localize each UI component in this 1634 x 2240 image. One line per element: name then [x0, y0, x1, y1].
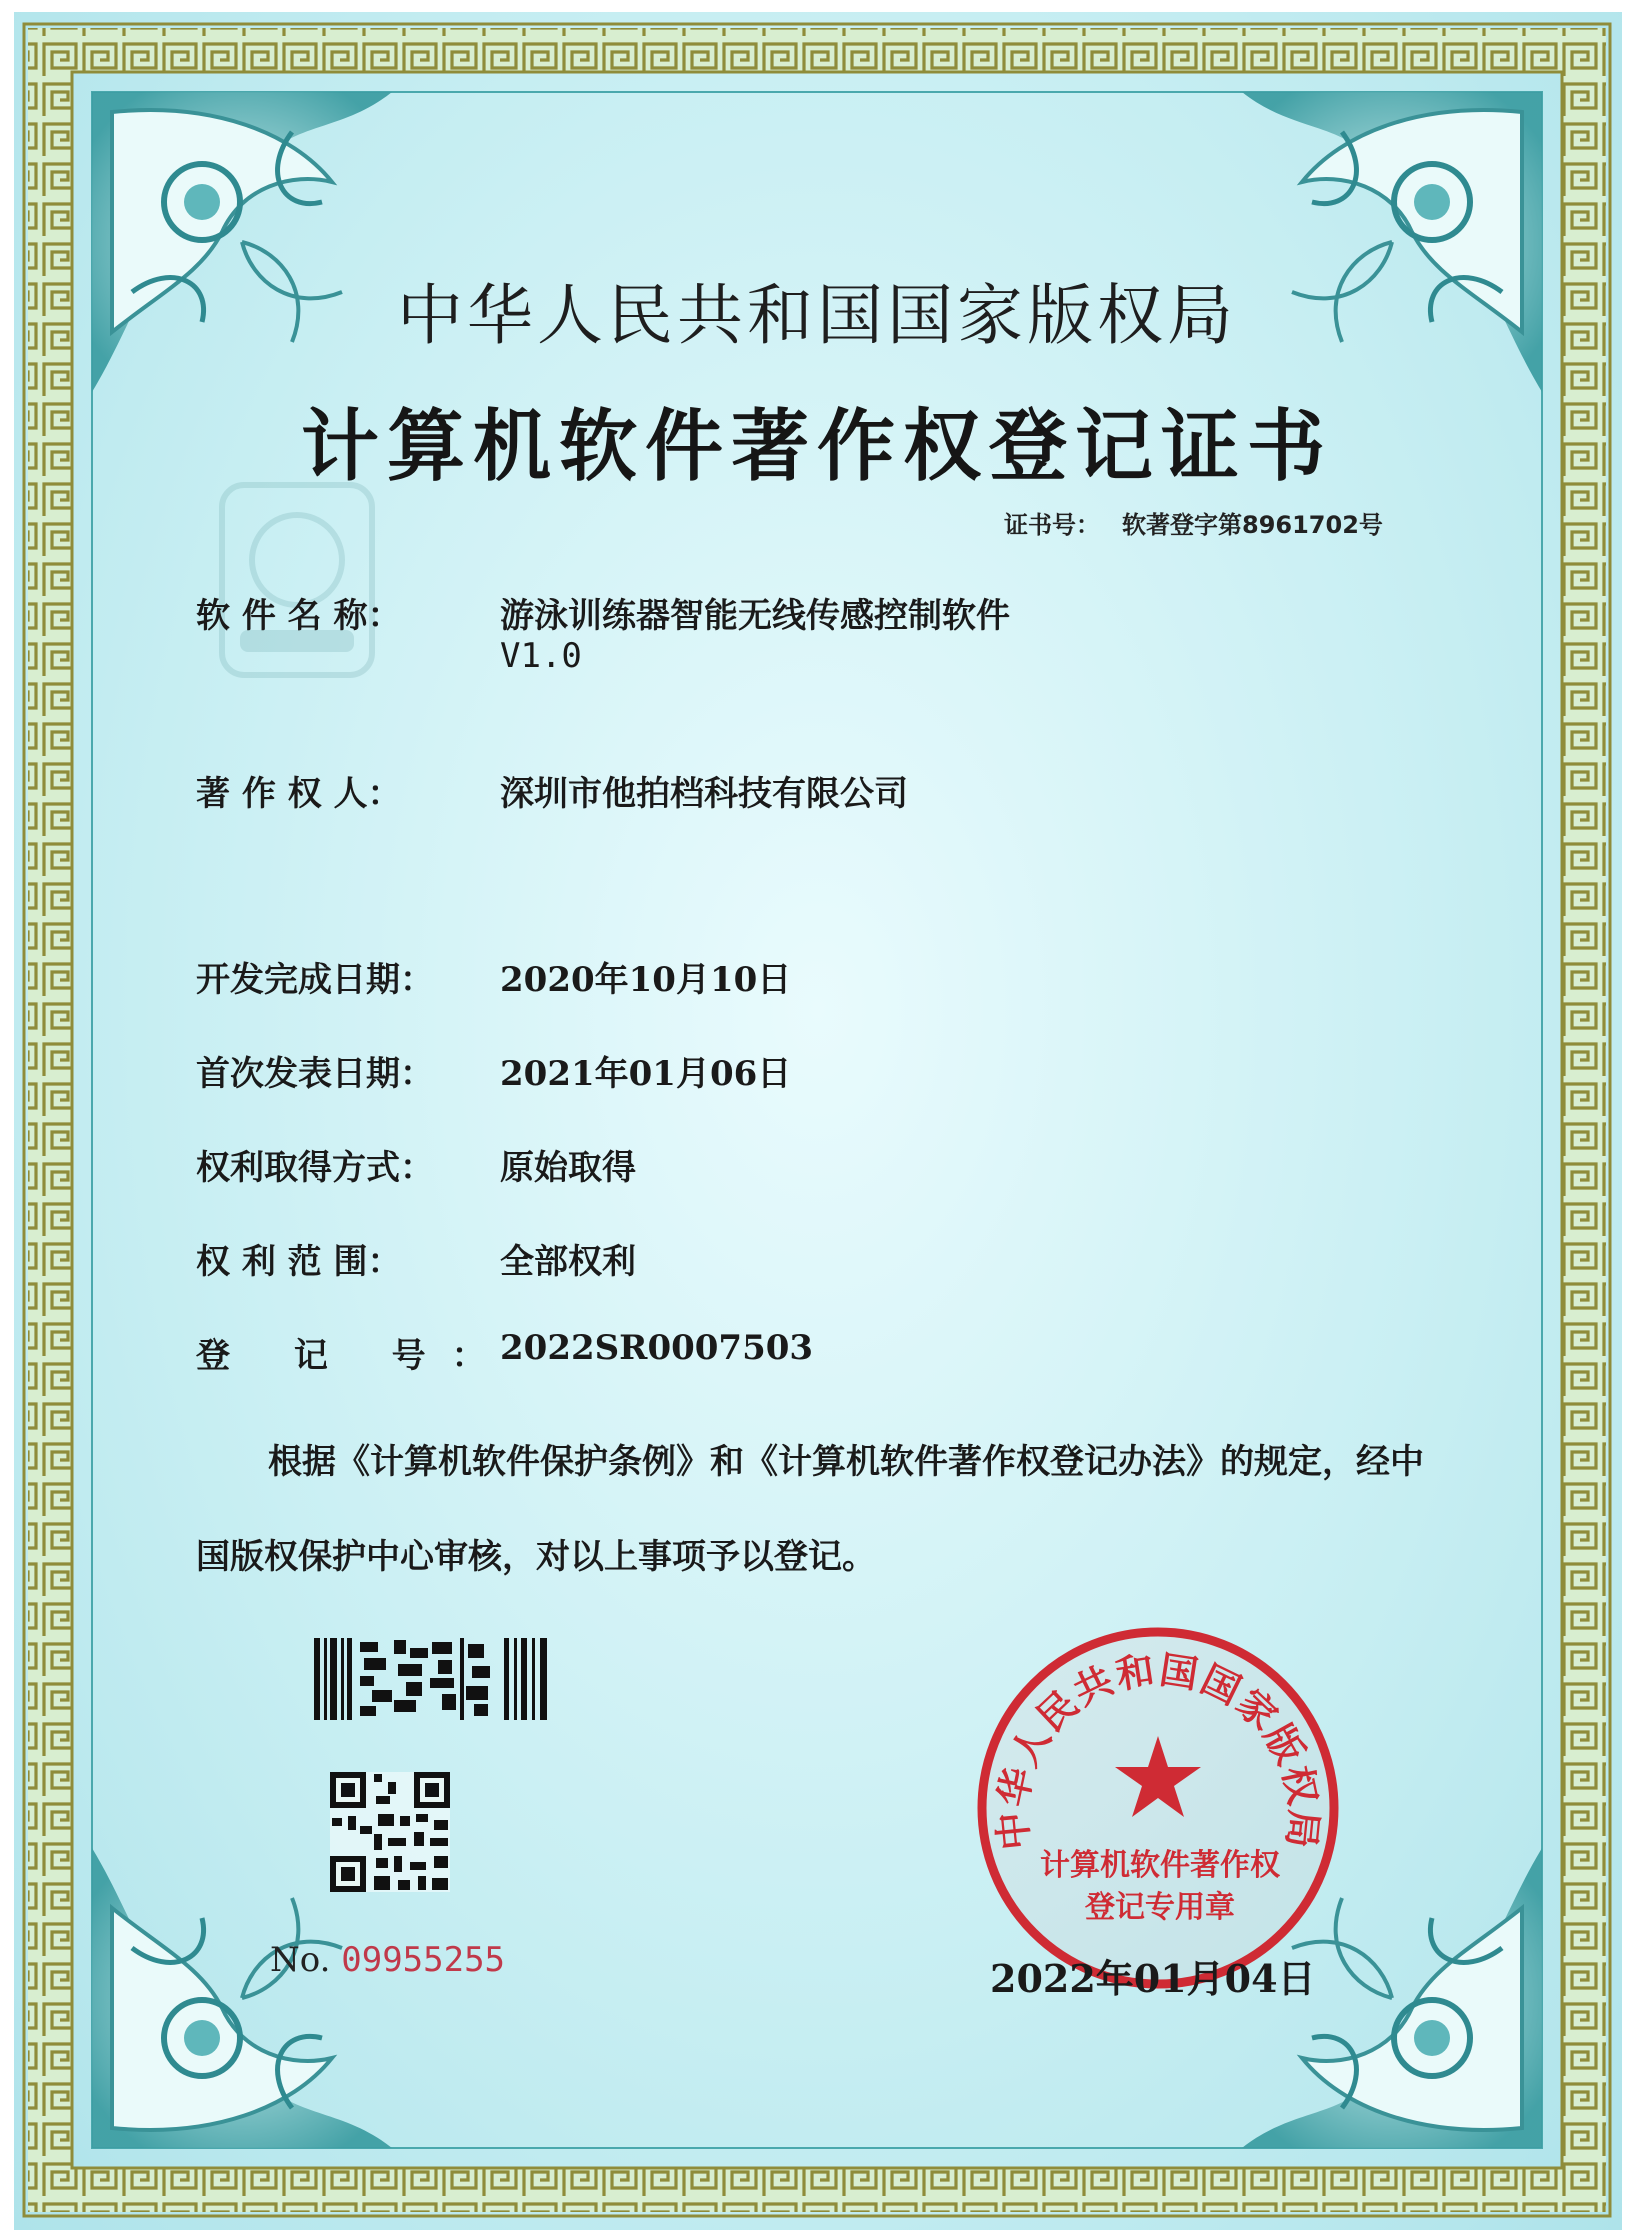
dev-date-value: 2020年10月10日: [500, 960, 792, 1000]
registration-number-label: 登 记 号：: [196, 1336, 512, 1376]
acquire-method-value: 原始取得: [500, 1148, 636, 1188]
copyright-owner-label: 著 作 权 人：: [196, 774, 402, 814]
serial-prefix: No.: [270, 1940, 331, 1980]
serial-number: 09955255: [341, 1940, 506, 1980]
software-name-value: 游泳训练器智能无线传感控制软件: [500, 596, 1010, 636]
registration-number-value: 2022SR0007503: [500, 1328, 814, 1368]
pub-date-label: 首次发表日期：: [196, 1054, 434, 1094]
pub-date-value: 2021年01月06日: [500, 1054, 792, 1094]
dev-date-label: 开发完成日期：: [196, 960, 434, 1000]
seal-text-line2: 登记专用章: [1085, 1890, 1235, 1925]
certificate-number-label: 证书号：: [1004, 511, 1100, 539]
rights-scope-value: 全部权利: [500, 1242, 636, 1282]
certificate-number: [1004, 505, 1405, 540]
official-seal: [968, 1618, 1348, 1998]
barcode-image: [314, 1638, 554, 1720]
issuing-authority: 中华人民共和国国家版权局: [397, 277, 1237, 354]
certificate-title: 计算机软件著作权登记证书: [300, 401, 1333, 492]
certificate-number-value: 软著登字第8961702号: [1122, 511, 1383, 539]
seal-text-line1: 计算机软件著作权: [1040, 1848, 1280, 1883]
qr-code-image: [330, 1772, 450, 1892]
issue-date: 2022年01月04日: [990, 1956, 1316, 2001]
copyright-owner-value: 深圳市他拍档科技有限公司: [500, 774, 908, 814]
certificate-serial: [270, 1940, 505, 1980]
watermark-emblem: [222, 485, 372, 675]
software-name-label: 软 件 名 称：: [196, 596, 402, 636]
rights-scope-label: 权 利 范 围：: [196, 1242, 402, 1282]
seal-ring-text: 中华人民共和国国家版权局: [989, 1647, 1327, 1853]
software-version-value: V1.0: [500, 636, 582, 676]
corner-ornament-bottom-left: [92, 1848, 392, 2148]
legal-statement: 根据《计算机软件保护条例》和《计算机软件著作权登记办法》的规定，经中国版权保护中心审核，对以上事项予以登记。: [196, 1442, 1424, 1577]
acquire-method-label: 权利取得方式：: [196, 1148, 434, 1188]
